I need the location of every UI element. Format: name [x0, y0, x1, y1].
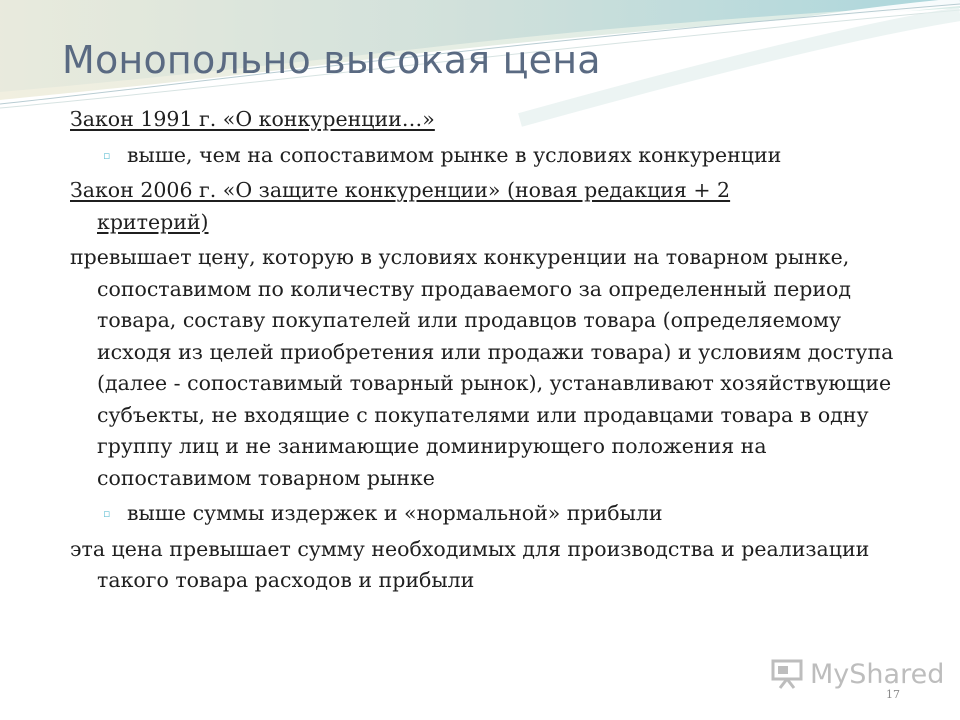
bullet-marker-icon: ▫	[103, 507, 111, 520]
slide-title: Монопольно высокая цена	[62, 38, 601, 82]
bullet-item	[70, 498, 920, 530]
page-number: 17	[886, 688, 900, 701]
law-1991-text: Закон 1991 г. «О конкуренции…»	[70, 107, 435, 131]
presentation-board-icon	[770, 658, 804, 690]
bullet-item	[70, 140, 920, 172]
conclusion-paragraph: эта цена превышает сумму необходимых для производства и реализации такого товара расходов и прибыли	[70, 536, 870, 592]
law-2006-text-line1: Закон 2006 г. «О защите конкуренции» (новая редакция + 2	[70, 178, 731, 202]
bullet-marker-icon: ▫	[103, 148, 111, 162]
law-2006-text-line2: критерий)	[97, 209, 209, 234]
watermark-text: MyShared	[810, 658, 945, 690]
bullet-text: выше, чем на сопоставимом рынке в условиях конкуренции	[127, 142, 782, 167]
watermark-logo	[770, 658, 944, 690]
law-1991-line	[70, 104, 920, 136]
definition-paragraph: превышает цену, которую в условиях конкуренции на товарном рынке, сопоставимом по количеству продаваемого за определенный период товара, составу покупателей или продавцов товара (определяемому исходя из целей приобретения или продажи товара) и условиям доступа (далее - сопоставимый товарный рынок), устанавливают хозяйствующие субъекты, не входящие с покупателями или продавцами товара в одну группу лиц и не занимающие доминирующего положения на сопоставимом товарном рынке	[70, 245, 894, 490]
law-2006-line	[70, 175, 920, 238]
slide-body	[70, 104, 920, 601]
bullet-text: выше суммы издержек и «нормальной» прибыли	[127, 501, 663, 525]
